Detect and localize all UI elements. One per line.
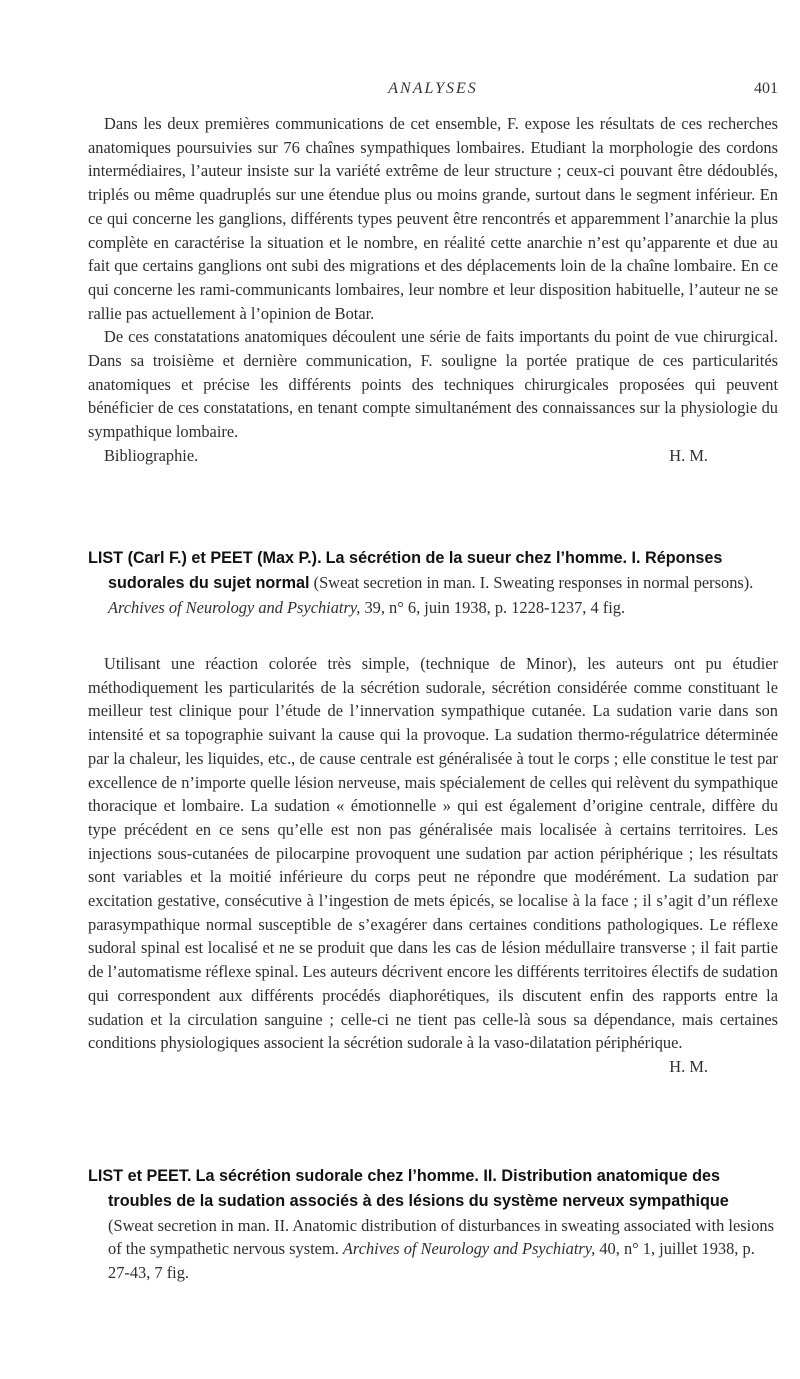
- section2-text: [88, 652, 778, 1079]
- bibliography-note: Bibliographie.: [104, 445, 199, 465]
- entry2-journal: Archives of Neurology and Psychiatry,: [342, 1239, 596, 1259]
- entry1-heading: [88, 546, 778, 619]
- page-number: 401: [754, 80, 778, 97]
- running-head: [88, 80, 778, 102]
- entry1-title: La sécrétion de la sueur chez l’homme. I. Réponses sudorales du sujet normal: [108, 549, 723, 592]
- entry2-authors: LIST et PEET.: [88, 1167, 192, 1185]
- entry2-citation-block: [88, 1164, 778, 1285]
- running-title: ANALYSES: [388, 80, 478, 97]
- entry1-citation: 39, n° 6, juin 1938, p. 1228-1237, 4 fig.: [364, 597, 626, 617]
- entry2-heading: [88, 1164, 778, 1285]
- section2-paragraph-1: Utilisant une réaction colorée très simple, (technique de Minor), les auteurs ont pu étudier méthodiquement les particularités de la sécrétion sudorale, sécrétion considérée comme constituant le meilleur test clinique pour l’étude de l’innervation sympathique cutanée. La sudation varie dans son intensité et sa topographie suivant la cause qui la provoque. La sudation thermo-régulatrice déterminée par la chaleur, les liquides, etc., de cause centrale est généralisée à tout le corps ; elle constitue le test par excellence de n’importe quelle lésion nerveuse, mais spécialement de celles qui relèvent du sympathique thoracique et lombaire. La sudation « émotionnelle » qui est également d’origine centrale, diffère du type précédent en ce sens qu’elle est non pas généralisée mais localisée à certains territoires. Les injections sous-cutanées de pilocarpine provoquent une sudation par action périphérique ; les résultats sont variables et la moitié inférieure du corps peut ne répondre que modérément. La sudation par excitation gestative, consécutive à l’ingestion de mets épicés, se localise à la face ; il s’agit d’un réflexe parasympathique normal susceptible de s’exagérer dans certaines conditions pathologiques. Le réflexe sudoral spinal est localisé et ne se produit que dans les cas de lésion médullaire transverse ; il fait partie de l’automatisme réflexe spinal. Les auteurs décrivent encore les différents territoires électifs de sudation qui correspondent aux différents procédés diaphorétiques, ils discutent enfin des rapports entre la sudation et la circulation sanguine ; celle-ci ne tient pas celle-là sous sa dépendance, mais certaines conditions physiologiques associent la sécrétion sudorale à la vaso-dilatation périphérique.: [88, 654, 778, 1053]
- section1-paragraph-1: Dans les deux premières communications de cet ensemble, F. expose les résultats de ces recherches anatomiques poursuivies sur 76 chaînes sympathiques lombaires. Etudiant la morphologie des cordons intermédiaires, l’auteur insiste sur la variété extrême de leur structure ; ceux-ci pouvant être dédoublés, triplés ou même quadruplés sur une étendue plus ou moins grande, surtout dans le segment inférieur. En ce qui concerne les ganglions, différents types peuvent être rencontrés et apparemment l’anarchie la plus complète en caractérise la situation et le nombre, en réalité cette anarchie n’est qu’apparente et due au fait que certains ganglions ont subi des migrations et des déplacements loin de la chaîne lombaire. En ce qui concerne les rami-communicants lombaires, leur nombre et leur disposition habituelle, l’auteur ne se rallie pas actuellement à l’opinion de Botar.: [88, 114, 778, 323]
- entry2-translation: (Sweat secretion in man. II. Anatomic distribution of disturbances in sweating associated with lesions of the sympathetic nervous system.: [108, 1215, 774, 1259]
- entry2-title: La sécrétion sudorale chez l’homme. II. Distribution anatomique des troubles de la sudation associés à des lésions du système nerveux sympathique: [108, 1167, 729, 1210]
- entry1-citation-block: [88, 546, 778, 619]
- section2-signature: H. M.: [669, 1056, 708, 1076]
- entry2-citation: 40, n° 1, juillet 1938, p. 27-43, 7 fig.: [108, 1239, 755, 1283]
- section1-signature: H. M.: [669, 445, 708, 465]
- section2-footer-line: [88, 1055, 778, 1079]
- section1-paragraph-2: De ces constatations anatomiques découlent une série de faits importants du point de vue chirurgical. Dans sa troisième et dernière communication, F. souligne la portée pratique de ces particularités anatomiques et précise les différents points des techniques chirurgicales proposées qui peuvent bénéficier de ces constatations, en tenant compte simultanément des connaissances sur la physiologie du sympathique lombaire.: [88, 327, 778, 442]
- entry1-translation: (Sweat secretion in man. I. Sweating responses in normal persons).: [313, 572, 754, 592]
- section1-text: [88, 112, 778, 468]
- section1-footer-line: [88, 444, 778, 468]
- entry1-authors: LIST (Carl F.) et PEET (Max P.).: [88, 549, 322, 567]
- entry1-journal: Archives of Neurology and Psychiatry,: [108, 597, 361, 617]
